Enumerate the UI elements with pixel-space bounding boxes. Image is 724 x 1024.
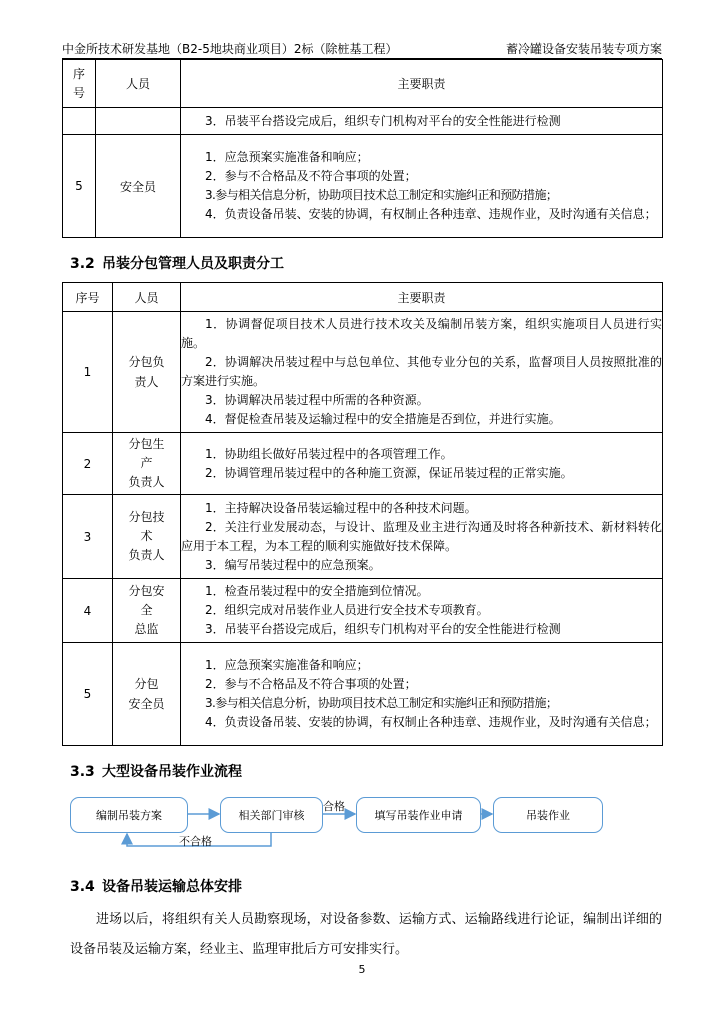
row-index: 4: [63, 579, 113, 643]
table-row: [63, 643, 663, 746]
column-header-duties: 主要职责: [181, 60, 663, 108]
flow-step-department-review: 相关部门审核: [220, 797, 323, 833]
duty-cell: 1．检查吊装过程中的安全措施到位情况。 2．组织完成对吊装作业人员进行安全技术专项教育。 3．吊装平台搭设完成后，组织专门机构对平台的安全性能进行检测: [181, 579, 663, 643]
flow-pass-label: 合格: [323, 800, 345, 813]
duty-table-continued: [62, 59, 663, 238]
duty-cell: 1．应急预案实施准备和响应； 2．参与不合格品及不符合事项的处置； 3.参与相关信息分析，协助项目技术总工制定和实施纠正和预防措施； 4．负责设备吊装、安装的协调，有权制止各种违章、违规作业，及时沟通有关信息；: [181, 135, 663, 238]
row-index: 1: [63, 312, 113, 433]
table-row: [63, 312, 663, 433]
row-index: 5: [63, 135, 96, 238]
table-row: [63, 579, 663, 643]
flow-step-lifting-operation: 吊装作业: [493, 797, 603, 833]
column-header-role: 人员: [113, 283, 181, 312]
page-header: [62, 40, 662, 58]
table-row: [63, 135, 663, 238]
row-role: 分包技 术 负责人: [113, 495, 181, 579]
header-project-title: 中金所技术研发基地（B2-5地块商业项目）2标（除桩基工程）: [62, 42, 398, 56]
row-role: 分包生 产 负责人: [113, 433, 181, 495]
row-role: 分包安 全 总监: [113, 579, 181, 643]
row-role: 分包 安全员: [113, 643, 181, 746]
row-index: 3: [63, 495, 113, 579]
flow-fail-label: 不合格: [179, 835, 212, 848]
column-header-role: 人员: [96, 60, 181, 108]
row-index: 5: [63, 643, 113, 746]
header-document-title: 蓄冷罐设备安装吊装专项方案: [505, 42, 662, 56]
column-header-index: 序号: [63, 283, 113, 312]
table-row: [63, 433, 663, 495]
duty-cell: 3．吊装平台搭设完成后，组织专门机构对平台的安全性能进行检测: [181, 108, 663, 135]
duty-cell: 1．协调督促项目技术人员进行技术攻关及编制吊装方案，组织实施项目人员进行实施。 2．协调解决吊装过程中与总包单位、其他专业分包的关系，监督项目人员按照批准的方案进行实施。 3．协调解决吊装过程中所需的各种资源。 4．督促检查吊装及运输过程中的安全措施是否到位，并进行实施。: [181, 312, 663, 433]
page-number: 5: [358, 963, 366, 976]
lifting-process-flowchart: [62, 785, 662, 855]
table-row-continued: [63, 108, 663, 135]
table-header-row: [63, 60, 663, 108]
flow-step-prepare-plan: 编制吊装方案: [70, 797, 188, 833]
flow-step-submit-application: 填写吊装作业申请: [356, 797, 481, 833]
table-row: [63, 495, 663, 579]
row-role: 分包负 责人: [113, 312, 181, 433]
section-heading-3-3: 3.3 大型设备吊装作业流程: [70, 764, 242, 780]
table-header-row: [63, 283, 663, 312]
section-heading-3-4: 3.4 设备吊装运输总体安排: [70, 879, 242, 895]
duty-cell: 1．主持解决设备吊装运输过程中的各种技术问题。 2．关注行业发展动态，与设计、监理及业主进行沟通及时将各种新技术、新材料转化应用于本工程，为本工程的顺利实施做好技术保障。 3．编写吊装过程中的应急预案。: [181, 495, 663, 579]
body-paragraph: 进场以后，将组织有关人员勘察现场，对设备参数、运输方式、运输路线进行论证，编制出详细的设备吊装及运输方案，经业主、监理审批后方可安排实行。: [70, 912, 662, 957]
section-heading-3-2: 3.2 吊装分包管理人员及职责分工: [70, 256, 284, 272]
duty-cell: 1．协助组长做好吊装过程中的各项管理工作。 2．协调管理吊装过程中的各种施工资源，保证吊装过程的正常实施。: [181, 433, 663, 495]
duty-cell: 1．应急预案实施准备和响应； 2．参与不合格品及不符合事项的处置； 3.参与相关信息分析，协助项目技术总工制定和实施纠正和预防措施； 4．负责设备吊装、安装的协调，有权制止各种违章、违规作业，及时沟通有关信息；: [181, 643, 663, 746]
column-header-duties: 主要职责: [181, 283, 663, 312]
column-header-index: 序 号: [63, 60, 96, 108]
row-index: 2: [63, 433, 113, 495]
subcontract-duty-table: [62, 282, 663, 746]
row-role: 安全员: [96, 135, 181, 238]
